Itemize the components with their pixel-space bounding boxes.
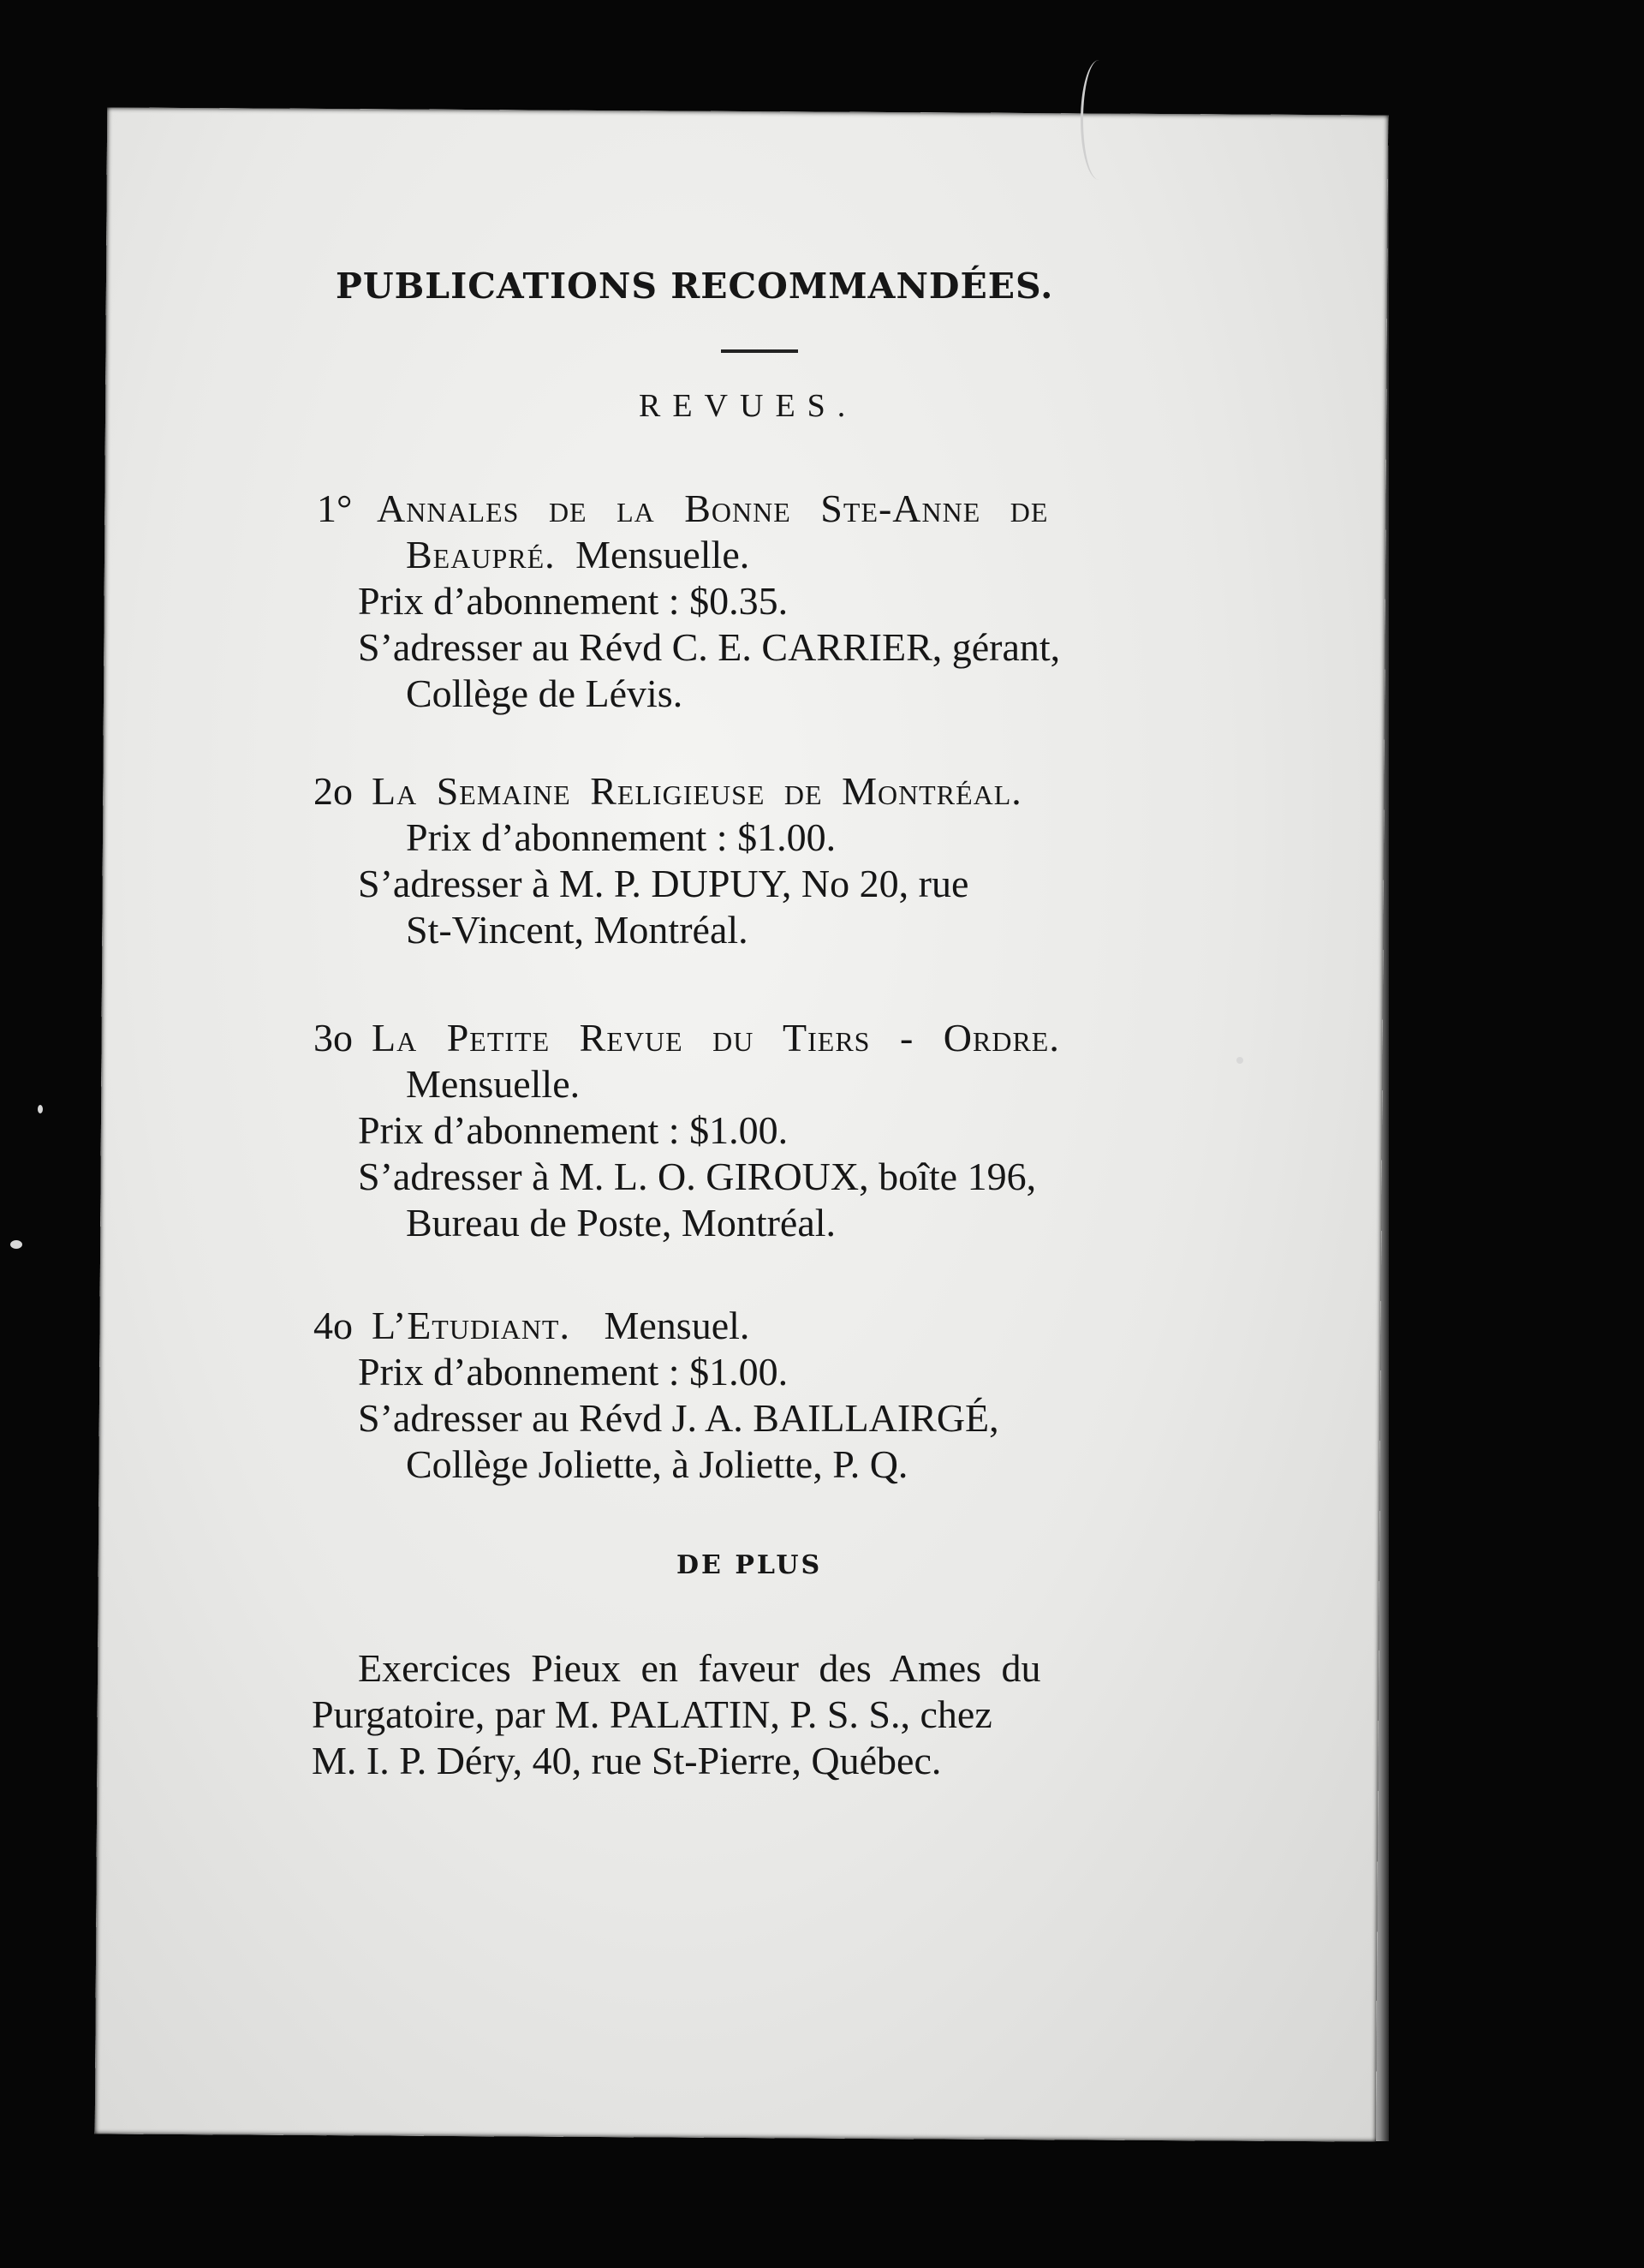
entry-3-title-line [313,1016,1060,1060]
entry-4-price: Prix d’abonnement : $1.00. [358,1350,789,1394]
entry-3-frequency: Mensuelle. [406,1062,581,1106]
entry-1-title-line [317,486,1048,531]
entry-3-address-cont: Bureau de Poste, Montréal. [406,1201,837,1244]
film-speck [1236,1057,1243,1064]
entry-3-address: S’adresser à M. L. O. GIROUX, boîte 196, [358,1155,1037,1198]
entry-1-frequency: Mensuelle. [575,533,750,576]
entry-2-price: Prix d’abonnement : $1.00. [406,815,837,859]
heading-rule [721,349,798,353]
entry-1-title: Annales de la Bonne Ste-Anne de [377,486,1049,530]
entry-1-address: S’adresser au Révd C. E. CARRIER, gérant, [358,625,1061,669]
entry-2-address-cont: St-Vincent, Montréal. [406,908,748,952]
section-subheading: DE PLUS [676,1550,823,1580]
entry-4-title-line [313,1304,749,1348]
entry-1-address-cont: Collège de Lévis. [406,671,683,715]
entry-3-number: 3o [313,1016,353,1059]
entry-4-title: L’Etudiant. [372,1304,570,1347]
entry-4-number: 4o [313,1304,353,1347]
entry-2-number: 2o [313,769,353,813]
film-speck [10,1240,22,1249]
section-title: REVUES. [639,388,858,424]
page-heading: PUBLICATIONS RECOMMANDÉES. [336,266,1054,307]
entry-3-price: Prix d’abonnement : $1.00. [358,1108,789,1152]
entry-1-title-line-2 [406,533,749,577]
closing-line-1: Exercices Pieux en faveur des Ames du [358,1646,1041,1690]
closing-line-3: M. I. P. Déry, 40, rue St-Pierre, Québec. [312,1739,942,1782]
entry-4-address: S’adresser au Révd J. A. BAILLAIRGÉ, [358,1396,999,1440]
entry-1-number: 1° [317,486,353,530]
film-scratch [1081,60,1117,180]
entry-1-title-cont: Beaupré. [406,533,556,576]
entry-2-title: La Semaine Religieuse de Montréal. [372,769,1022,813]
film-speck [38,1105,43,1113]
entry-4-frequency: Mensuel. [604,1304,750,1347]
entry-3-title: La Petite Revue du Tiers - Ordre. [372,1016,1060,1059]
entry-4-address-cont: Collège Joliette, à Joliette, P. Q. [406,1442,908,1486]
closing-line-2: Purgatoire, par M. PALATIN, P. S. S., chez [312,1692,992,1736]
entry-2-address: S’adresser à M. P. DUPUY, No 20, rue [358,862,969,905]
entry-2-title-line [313,769,1022,814]
entry-1-price: Prix d’abonnement : $0.35. [358,579,789,623]
